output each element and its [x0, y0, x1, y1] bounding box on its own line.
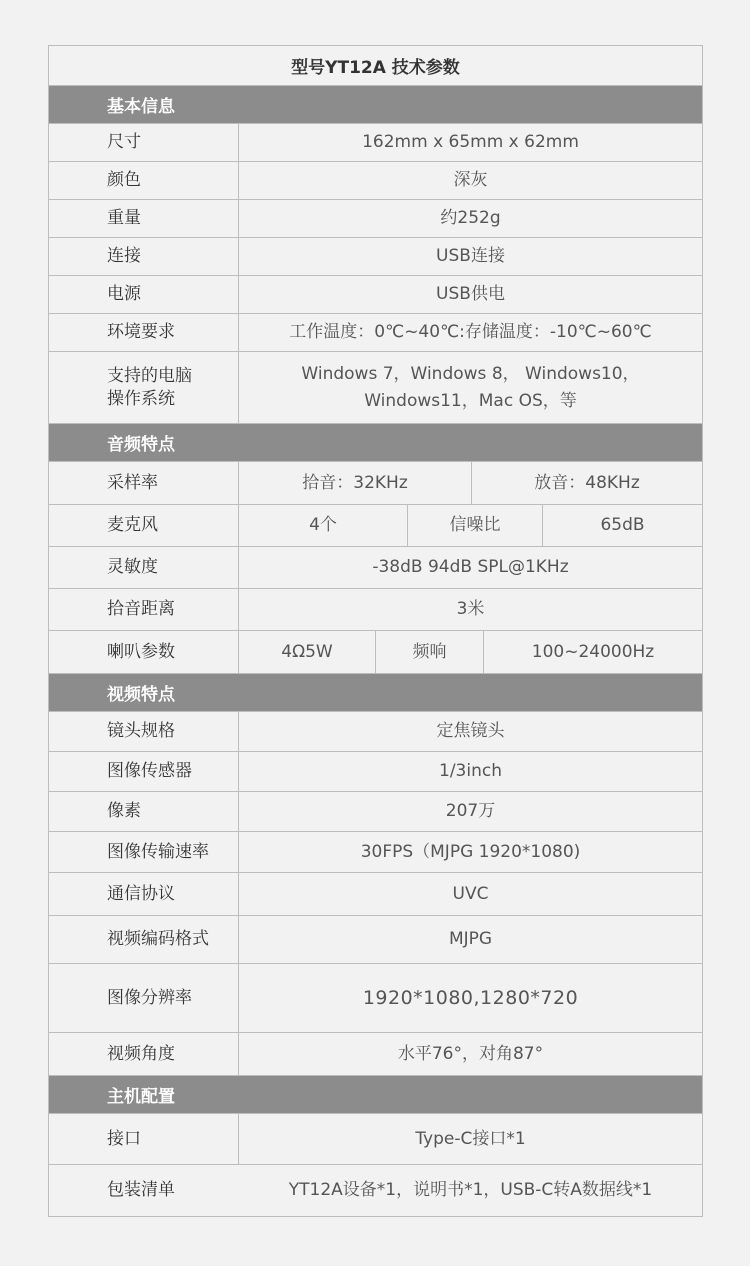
- row-pickup-distance: [49, 589, 702, 631]
- row-label: 通信协议: [49, 873, 239, 915]
- row-resolution: [49, 964, 702, 1033]
- row-value: 3米: [456, 599, 485, 619]
- pickup-value: 拾音：32KHz: [302, 472, 408, 493]
- row-os: [49, 352, 702, 424]
- row-value: UVC: [452, 883, 489, 904]
- row-label: 重量: [49, 200, 239, 237]
- row-label: 喇叭参数: [49, 631, 239, 673]
- freq-label: 频响: [375, 631, 483, 673]
- row-label: 支持的电脑 操作系统: [49, 352, 239, 423]
- row-label: 麦克风: [49, 505, 239, 546]
- row-label: 图像分辨率: [49, 964, 239, 1032]
- row-label: 包装清单: [107, 1180, 175, 1200]
- row-value: 工作温度：0℃~40℃:存储温度：-10℃~60℃: [289, 322, 652, 342]
- row-sensitivity: [49, 547, 702, 589]
- row-sample-rate: [49, 462, 702, 505]
- row-value: 1920*1080,1280*720: [362, 986, 579, 1009]
- row-power: [49, 276, 702, 314]
- row-value-group: [239, 505, 702, 546]
- section-header-host: 主机配置: [49, 1076, 702, 1114]
- table-title: 型号YT12A 技术参数: [49, 46, 702, 86]
- row-value: 深灰: [453, 170, 488, 190]
- spec-table: [48, 45, 703, 1217]
- row-value: 30FPS（MJPG 1920*1080): [360, 841, 581, 862]
- row-lens: [49, 712, 702, 752]
- row-value: 1/3inch: [439, 761, 502, 781]
- row-label: 电源: [49, 276, 239, 313]
- row-value: Windows 7，Windows 8， Windows10， Windows11，Mac OS，等: [301, 363, 640, 411]
- row-label: 图像传输速率: [49, 832, 239, 872]
- playback-value: 放音：48KHz: [471, 462, 702, 504]
- row-pixels: [49, 792, 702, 832]
- row-value: MJPG: [448, 929, 493, 949]
- row-label: 镜头规格: [49, 712, 239, 751]
- row-label: 颜色: [49, 162, 239, 199]
- row-codec: [49, 916, 702, 964]
- row-value: -38dB 94dB SPL@1KHz: [372, 557, 569, 577]
- row-label: 图像传感器: [49, 752, 239, 791]
- row-value-group: [239, 462, 702, 504]
- row-value: 207万: [445, 801, 496, 821]
- row-label: 接口: [49, 1114, 239, 1164]
- mic-count: 4个: [309, 515, 337, 535]
- row-size: [49, 124, 702, 162]
- snr-value: 65dB: [542, 505, 702, 546]
- snr-label: 信噪比: [407, 505, 542, 546]
- row-value: YT12A设备*1，说明书*1，USB-C转A数据线*1: [288, 1180, 653, 1200]
- row-label: 环境要求: [49, 314, 239, 351]
- row-label: 像素: [49, 792, 239, 831]
- row-microphone: [49, 505, 702, 547]
- row-transfer-rate: [49, 832, 702, 873]
- row-label: 视频角度: [49, 1033, 239, 1075]
- row-package: [49, 1165, 702, 1217]
- freq-value: 100~24000Hz: [483, 631, 702, 673]
- row-value: USB连接: [436, 246, 505, 266]
- section-header-audio: 音频特点: [49, 424, 702, 462]
- section-header-video: 视频特点: [49, 674, 702, 712]
- row-environment: [49, 314, 702, 352]
- row-protocol: [49, 873, 702, 916]
- row-value: Type-C接口*1: [415, 1128, 526, 1149]
- row-weight: [49, 200, 702, 238]
- row-port: [49, 1114, 702, 1165]
- row-value: USB供电: [436, 284, 505, 304]
- row-label: 尺寸: [49, 124, 239, 161]
- row-value: 162mm x 65mm x 62mm: [362, 132, 579, 152]
- row-value: 水平76°，对角87°: [397, 1043, 544, 1064]
- row-label: 连接: [49, 238, 239, 275]
- row-sensor: [49, 752, 702, 792]
- row-label: 视频编码格式: [49, 916, 239, 963]
- row-color: [49, 162, 702, 200]
- row-label: 采样率: [49, 462, 239, 504]
- section-header-basic: 基本信息: [49, 86, 702, 124]
- row-connection: [49, 238, 702, 276]
- row-label: 灵敏度: [49, 547, 239, 588]
- row-angle: [49, 1033, 702, 1076]
- row-value: 定焦镜头: [436, 721, 505, 741]
- row-label: 拾音距离: [49, 589, 239, 630]
- row-value: 约252g: [440, 208, 501, 228]
- speaker-spec: 4Ω5W: [281, 641, 333, 662]
- row-value-group: [239, 631, 702, 673]
- row-speaker: [49, 631, 702, 674]
